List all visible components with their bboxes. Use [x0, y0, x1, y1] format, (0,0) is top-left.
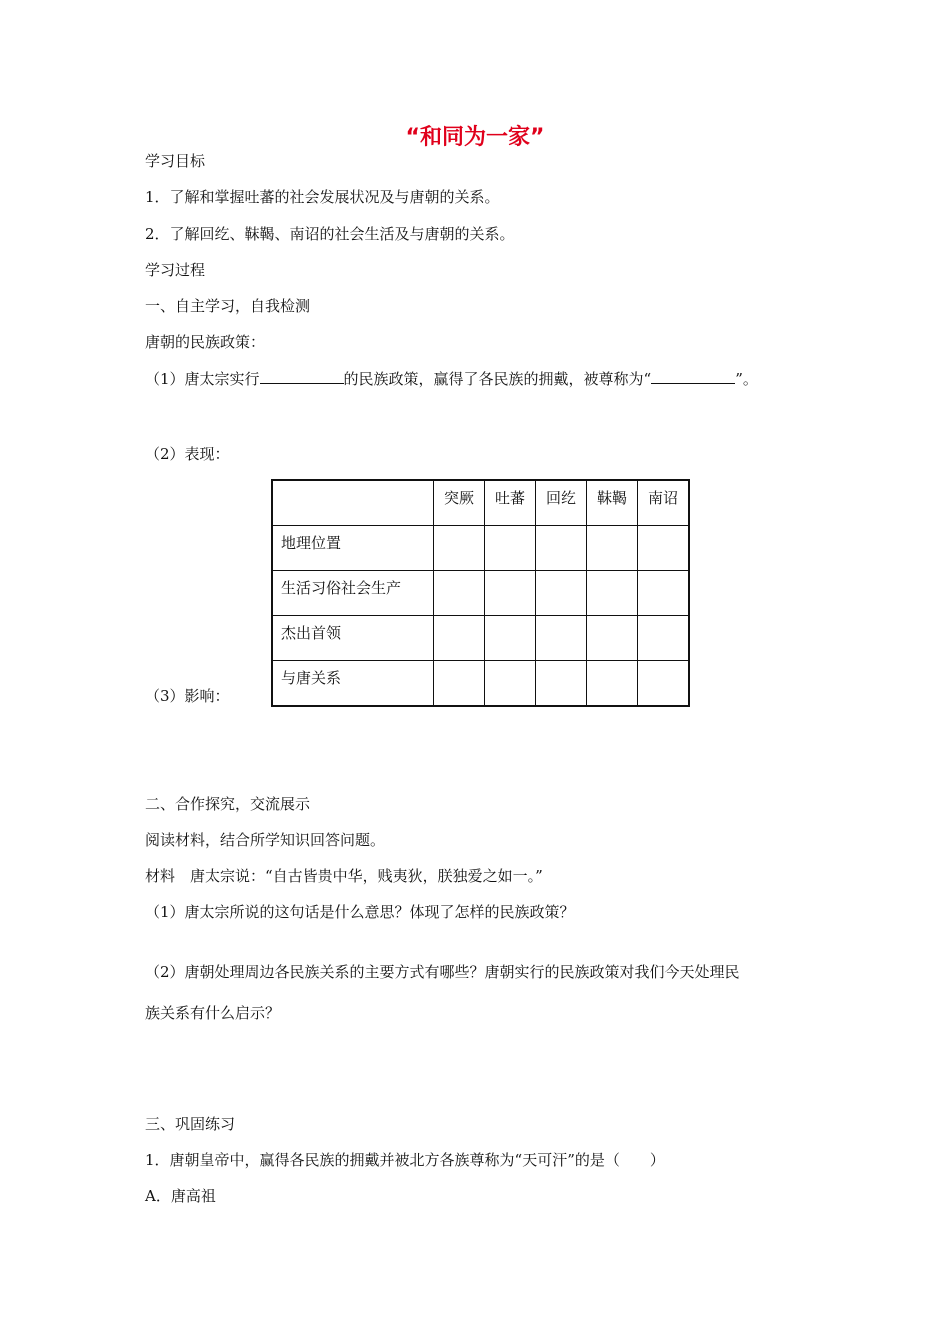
answer-cell[interactable] [434, 661, 485, 707]
section2-question-2-line2: 族关系有什么启示？ [145, 1004, 281, 1022]
goal-item-2: 2．了解回纥、靺鞨、南诏的社会生活及与唐朝的关系。 [145, 225, 515, 243]
policy-heading: 唐朝的民族政策： [145, 333, 266, 351]
option-a[interactable]: A．唐高祖 [145, 1187, 216, 1205]
ethnic-groups-table [271, 479, 690, 707]
table-row [272, 526, 689, 571]
question-3-label: （3）影响： [145, 687, 230, 705]
column-header: 靺鞨 [587, 480, 638, 526]
answer-cell[interactable] [485, 526, 536, 571]
answer-cell[interactable] [536, 661, 587, 707]
row-label: 杰出首领 [272, 616, 434, 661]
answer-blank-1[interactable] [260, 369, 344, 384]
column-header: 回纥 [536, 480, 587, 526]
answer-cell[interactable] [587, 526, 638, 571]
table-row [272, 571, 689, 616]
answer-cell[interactable] [536, 616, 587, 661]
answer-cell[interactable] [638, 571, 690, 616]
answer-cell[interactable] [485, 616, 536, 661]
answer-cell[interactable] [638, 661, 690, 707]
answer-cell[interactable] [638, 526, 690, 571]
answer-blank-2[interactable] [651, 369, 735, 384]
process-heading: 学习过程 [145, 261, 206, 279]
section2-heading: 二、合作探究，交流展示 [145, 795, 311, 813]
section2-question-1: （1）唐太宗所说的这句话是什么意思？体现了怎样的民族政策？ [145, 903, 575, 921]
answer-cell[interactable] [587, 661, 638, 707]
q1-part-c: ”。 [735, 370, 758, 388]
question-2-label: （2）表现： [145, 445, 230, 463]
row-label: 地理位置 [272, 526, 434, 571]
row-label: 生活习俗社会生产 [272, 571, 434, 616]
section3-question-1: 1．唐朝皇帝中，赢得各民族的拥戴并被北方各族尊称为“天可汗”的是（ ） [145, 1151, 665, 1169]
answer-cell[interactable] [485, 571, 536, 616]
table-row [272, 616, 689, 661]
answer-cell[interactable] [536, 571, 587, 616]
section2-instruction: 阅读材料，结合所学知识回答问题。 [145, 831, 386, 849]
q1-part-b: 的民族政策，赢得了各民族的拥戴，被尊称为“ [343, 370, 652, 388]
section3-heading: 三、巩固练习 [145, 1115, 236, 1133]
column-header: 吐蕃 [485, 480, 536, 526]
section1-heading: 一、自主学习，自我检测 [145, 297, 311, 315]
goals-heading: 学习目标 [145, 152, 206, 170]
fill-in-question-1 [145, 369, 758, 389]
row-label: 与唐关系 [272, 661, 434, 707]
column-header: 南诏 [638, 480, 690, 526]
answer-cell[interactable] [638, 616, 690, 661]
answer-cell[interactable] [434, 526, 485, 571]
material-quote: 材料 唐太宗说：“自古皆贵中华，贱夷狄，朕独爱之如一。” [145, 867, 543, 885]
q1-part-a: （1）唐太宗实行 [145, 370, 260, 388]
answer-cell[interactable] [434, 616, 485, 661]
answer-cell[interactable] [485, 661, 536, 707]
goal-item-1: 1．了解和掌握吐蕃的社会发展状况及与唐朝的关系。 [145, 188, 500, 206]
answer-cell[interactable] [536, 526, 587, 571]
section2-question-2-line1: （2）唐朝处理周边各民族关系的主要方式有哪些？唐朝实行的民族政策对我们今天处理民 [145, 963, 740, 981]
answer-cell[interactable] [587, 571, 638, 616]
table-corner-cell [272, 480, 434, 526]
column-header: 突厥 [434, 480, 485, 526]
page-title: “和同为一家” [405, 125, 545, 150]
table-header-row [272, 480, 689, 526]
answer-cell[interactable] [587, 616, 638, 661]
table-row [272, 661, 689, 707]
answer-cell[interactable] [434, 571, 485, 616]
